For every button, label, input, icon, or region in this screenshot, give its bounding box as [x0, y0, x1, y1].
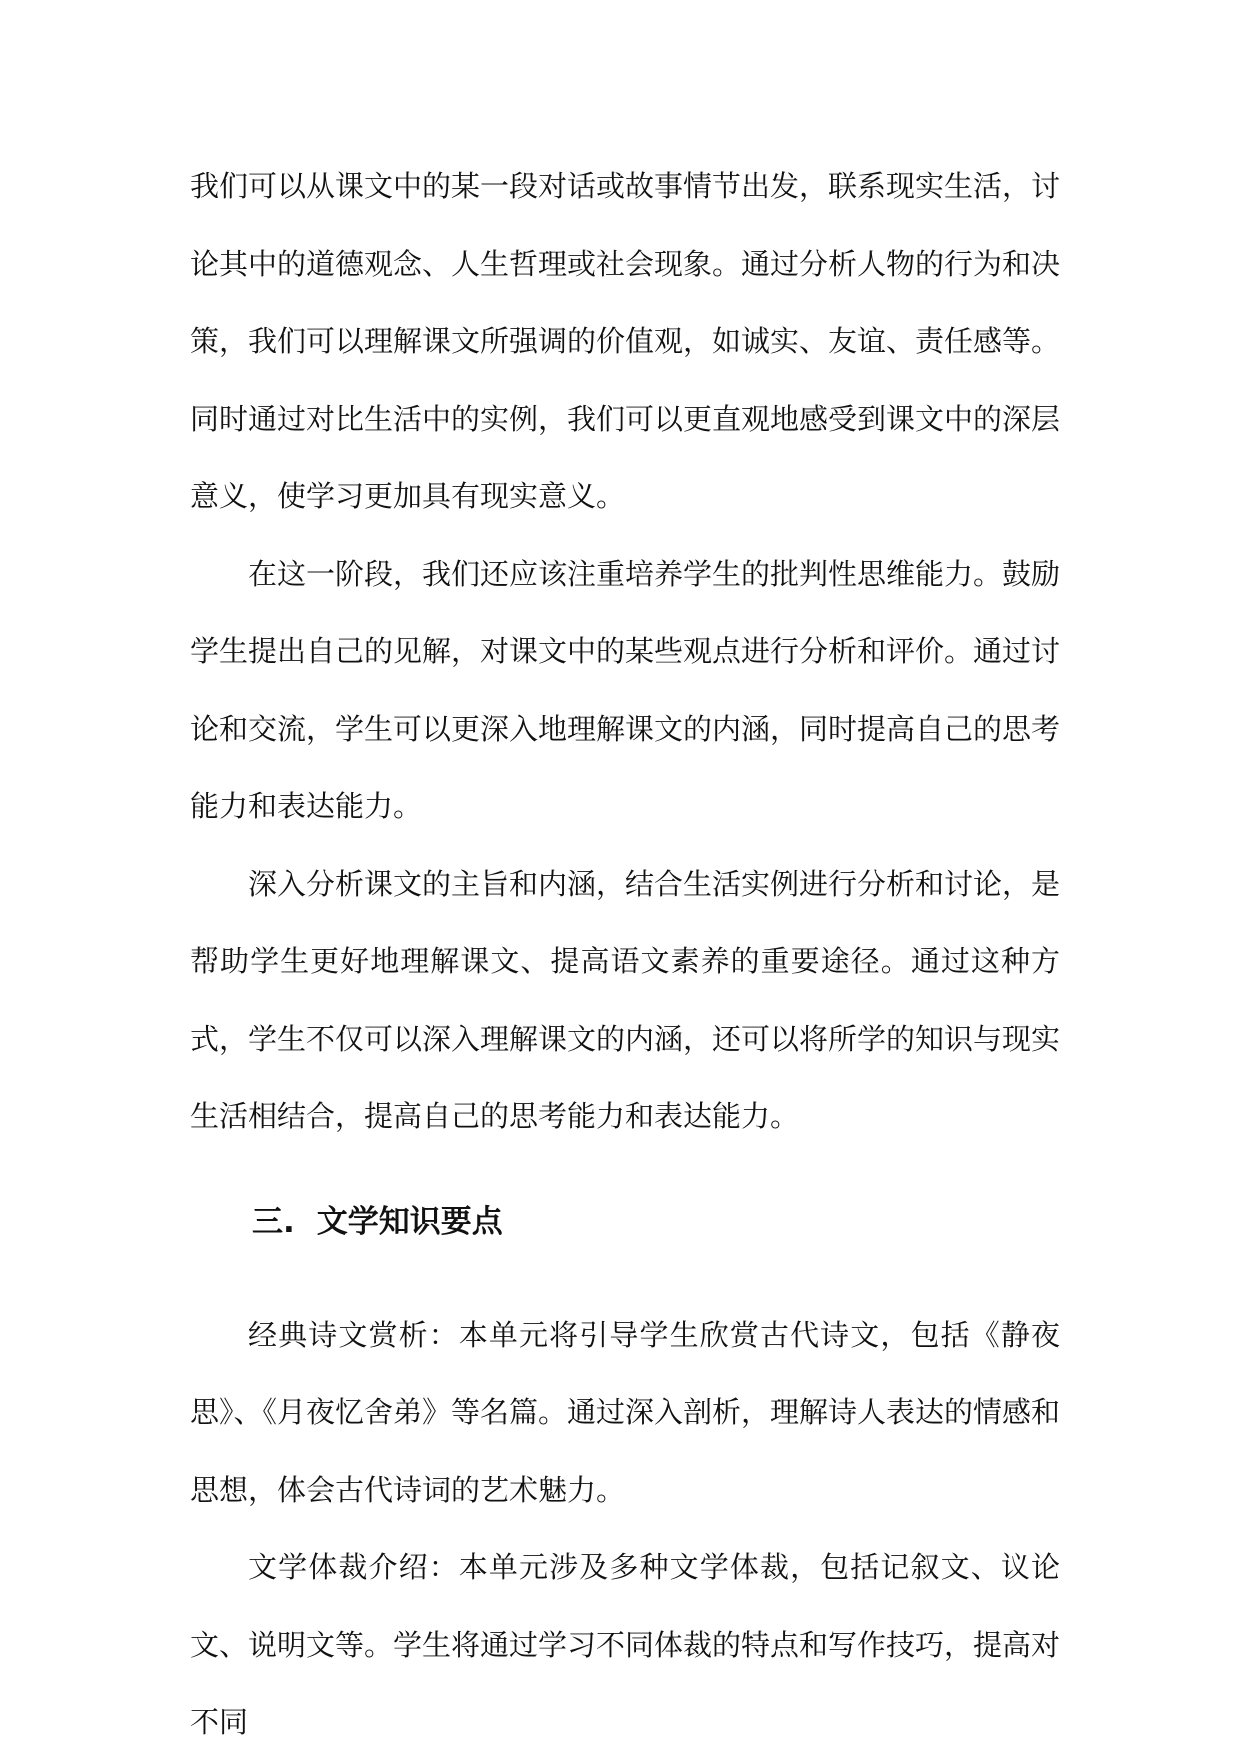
- section-number: 三.: [252, 1203, 295, 1240]
- paragraph-classic-poetry: 经典诗文赏析：本单元将引导学生欣赏古代诗文，包括《静夜思》、《月夜忆舍弟》等名篇。通过深入剖析，理解诗人表达的情感和思想，体会古代诗词的艺术魅力。: [190, 1317, 1061, 1507]
- paragraph-moral-discussion: 我们可以从课文中的某一段对话或故事情节出发，联系现实生活，讨论其中的道德观念、人生哲理或社会现象。通过分析人物的行为和决策，我们可以理解课文所强调的价值观，如诚实、友谊、责任感等。同时通过对比生活中的实例，我们可以更直观地感受到课文中的深层意义，使学习更加具有现实意义。: [190, 169, 1061, 513]
- section-heading: [190, 1156, 1060, 1297]
- document-body: [190, 148, 1060, 1762]
- paragraph-literary-genres: 文学体裁介绍：本单元涉及多种文学体裁，包括记叙文、议论文、说明文等。学生将通过学习不同体裁的特点和写作技巧，提高对不同: [190, 1550, 1061, 1739]
- paragraph-summary: 深入分析课文的主旨和内涵，结合生活实例进行分析和讨论，是帮助学生更好地理解课文、提高语文素养的重要途径。通过这种方式，学生不仅可以深入理解课文的内涵，还可以将所学的知识与现实生活相结合，提高自己的思考能力和表达能力。: [190, 866, 1061, 1133]
- paragraph-critical-thinking: 在这一阶段，我们还应该注重培养学生的批判性思维能力。鼓励学生提出自己的见解，对课文中的某些观点进行分析和评价。通过讨论和交流，学生可以更深入地理解课文的内涵，同时提高自己的思考能力和表达能力。: [190, 556, 1061, 823]
- section-title: 文学知识要点: [316, 1203, 503, 1240]
